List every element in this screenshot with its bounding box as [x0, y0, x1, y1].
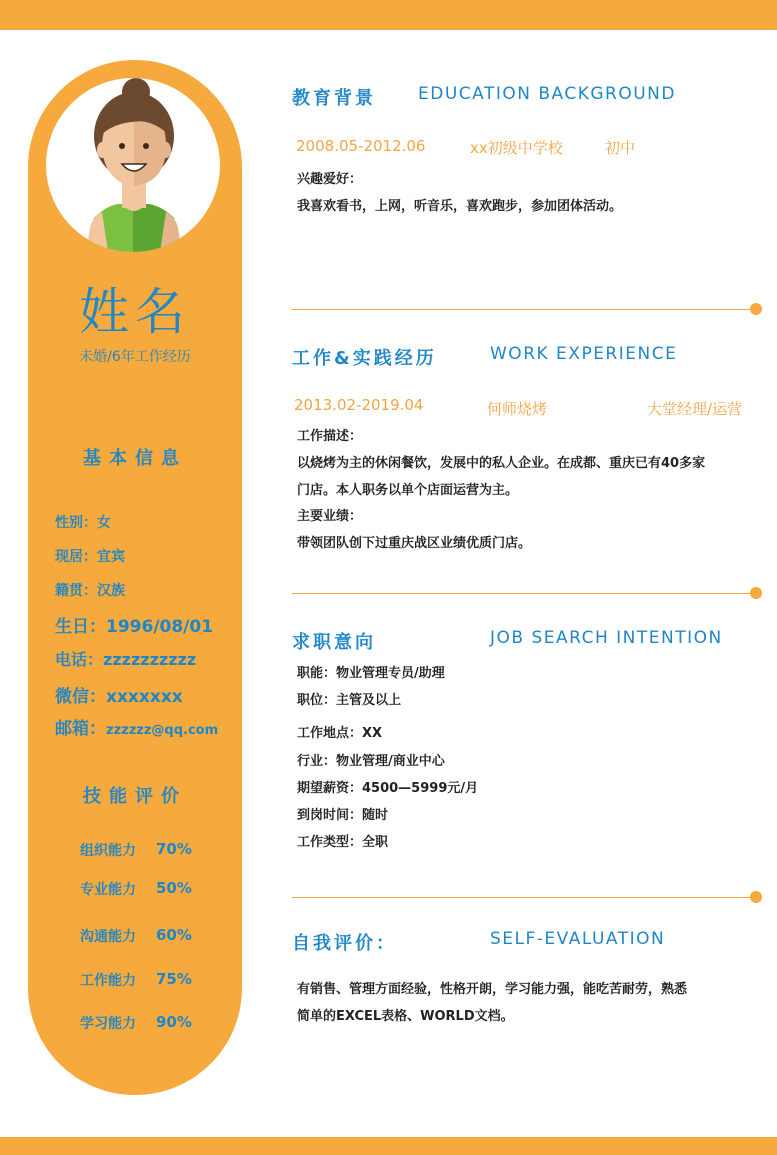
work-desc-line: 门店。本人职务以单个店面运营为主。: [297, 483, 519, 498]
intention-industry: 行业：物业管理/商业中心: [297, 754, 445, 769]
bottom-bar: [0, 1137, 777, 1155]
divider-dot: [750, 587, 762, 599]
intention-heading-en: JOB SEARCH INTENTION: [490, 628, 723, 648]
work-company: 何师烧烤: [487, 400, 548, 418]
phone-field: 电话：zzzzzzzzzz: [55, 650, 197, 669]
education-heading-en: EDUCATION BACKGROUND: [418, 84, 676, 104]
skill-row: [80, 840, 230, 860]
intention-function: 职能：物业管理专员/助理: [297, 666, 445, 681]
wechat-field: 微信：xxxxxxx: [55, 687, 183, 707]
work-achieve-text: 带领团队创下过重庆战区业绩优质门店。: [297, 536, 532, 551]
work-desc-line: 以烧烤为主的休闲餐饮，发展中的私人企业。在成都、重庆已有40多家: [297, 456, 706, 471]
self-eval-line: 有销售、管理方面经验，性格开朗，学习能力强，能吃苦耐劳，熟悉: [297, 982, 688, 997]
section-divider: [292, 897, 752, 898]
education-period: 2008.05-2012.06: [296, 137, 426, 155]
email-field: [55, 714, 218, 739]
name-title: 姓名: [79, 283, 191, 341]
hobby-label: 兴趣爱好：: [297, 172, 363, 187]
work-heading: 工作&实践经历: [292, 348, 437, 369]
work-heading-en: WORK EXPERIENCE: [490, 344, 678, 364]
skill-percent: 70%: [156, 840, 192, 858]
intention-type: 工作类型：全职: [297, 835, 389, 850]
marital-experience-subtitle: 未婚/6年工作经历: [79, 349, 191, 365]
birthday-field: 生日：1996/08/01: [55, 617, 214, 637]
intention-position: 职位：主管及以上: [297, 693, 402, 708]
hobby-text: 我喜欢看书，上网，听音乐，喜欢跑步，参加团体活动。: [297, 199, 623, 214]
skills-heading: 技能评价: [83, 786, 187, 807]
skill-label: 专业能力: [80, 882, 136, 898]
education-level: 初中: [605, 139, 636, 157]
skill-percent: 50%: [156, 879, 192, 897]
email-value: zzzzzz@qq.com: [106, 723, 219, 738]
skill-percent: 75%: [156, 970, 192, 988]
self-eval-line: 简单的EXCEL表格、WORLD文档。: [297, 1009, 514, 1024]
skill-percent: 90%: [156, 1013, 192, 1031]
work-period: 2013.02-2019.04: [294, 396, 424, 414]
skill-row: [80, 926, 230, 946]
work-position: 大堂经理/运营: [647, 400, 743, 418]
residence-field: 现居：宜宾: [55, 549, 125, 565]
skill-row: [80, 970, 230, 990]
email-label: 邮箱：: [55, 719, 106, 739]
intention-location: 工作地点：XX: [297, 726, 383, 741]
divider-dot: [750, 891, 762, 903]
skill-row: [80, 879, 230, 899]
intention-salary: 期望薪资：4500—5999元/月: [297, 781, 479, 796]
avatar: [43, 75, 223, 255]
work-achieve-label: 主要业绩：: [297, 509, 363, 524]
intention-heading: 求职意向: [292, 632, 376, 653]
skill-label: 组织能力: [80, 843, 136, 859]
work-desc-label: 工作描述：: [297, 429, 363, 444]
skill-label: 沟通能力: [80, 929, 136, 945]
skill-row: [80, 1013, 230, 1033]
self-eval-heading: 自我评价：: [292, 933, 397, 954]
self-eval-heading-en: SELF-EVALUATION: [490, 929, 666, 949]
avatar-illustration-icon: [46, 78, 220, 252]
skill-label: 学习能力: [80, 1016, 136, 1032]
education-heading: 教育背景: [292, 88, 376, 109]
top-bar: [0, 0, 777, 30]
divider-dot: [750, 303, 762, 315]
origin-field: 籍贯：汉族: [55, 583, 125, 599]
gender-field: 性别：女: [55, 515, 111, 531]
section-divider: [292, 309, 752, 310]
skill-label: 工作能力: [80, 973, 136, 989]
education-school: xx初级中学校: [470, 139, 563, 157]
skill-percent: 60%: [156, 926, 192, 944]
basic-info-heading: 基本信息: [83, 448, 187, 469]
section-divider: [292, 593, 752, 594]
intention-arrival: 到岗时间：随时: [297, 808, 389, 823]
